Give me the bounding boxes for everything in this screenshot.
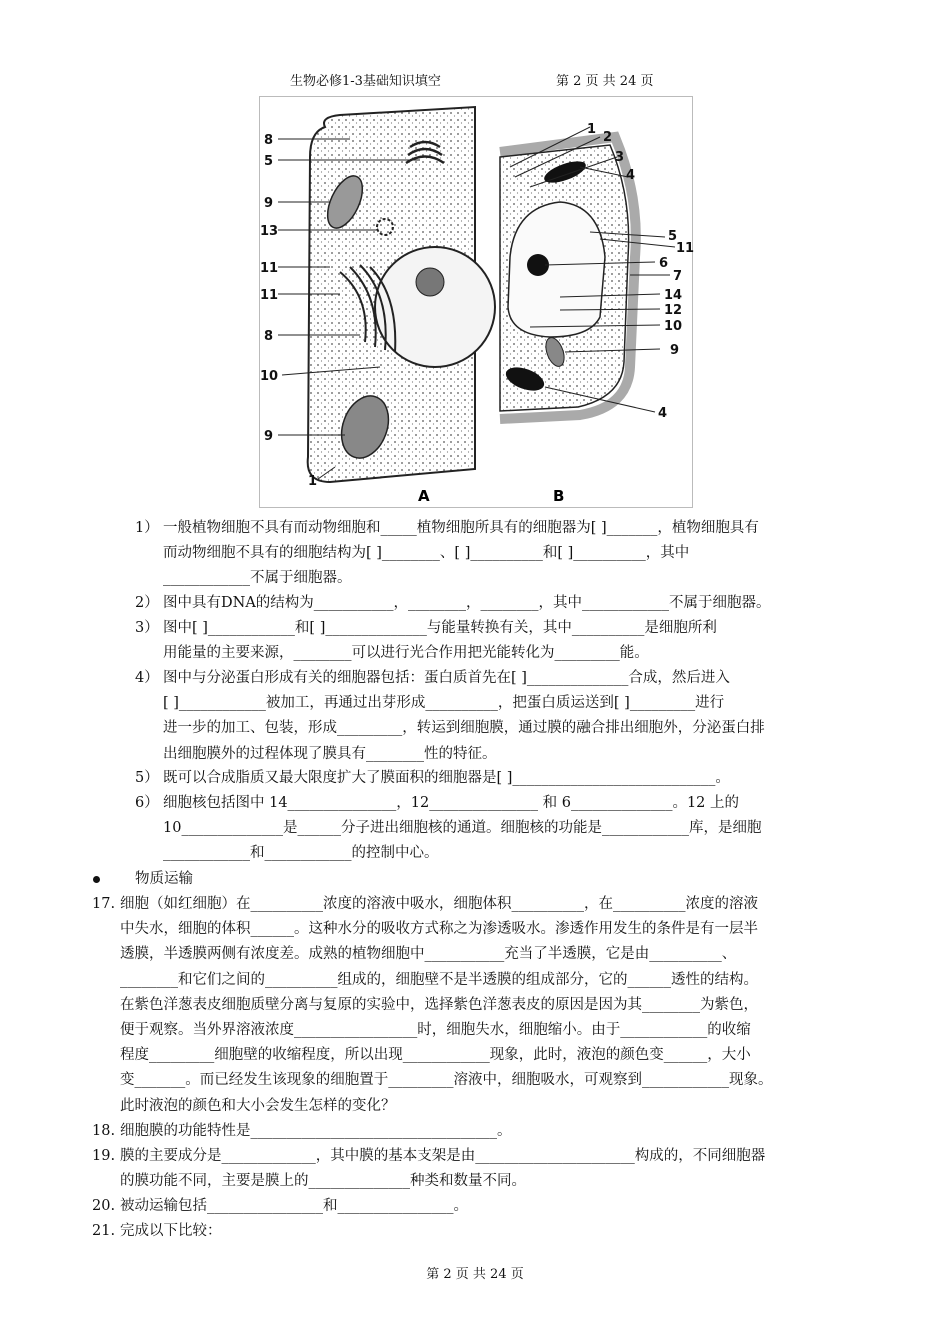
label-b-11: 9 xyxy=(670,343,680,358)
item-number: 21. xyxy=(92,1223,116,1239)
item-line: 便于观察。当外界溶液浓度_________________时，细胞失水，细胞缩小。由于____________的收缩 xyxy=(120,1022,751,1039)
label-a-3: 13 xyxy=(260,224,279,239)
question-number: 4） xyxy=(135,670,159,686)
label-a-0: 8 xyxy=(264,133,274,148)
label-a-1: 5 xyxy=(264,154,274,169)
question-number: 5） xyxy=(135,770,159,786)
item-line: 的膜功能不同，主要是膜上的______________种类和数量不同。 xyxy=(120,1173,526,1190)
label-a-2: 9 xyxy=(264,196,274,211)
question-line: ____________和____________的控制中心。 xyxy=(163,845,439,862)
section-title: 物质运输 xyxy=(135,871,193,887)
caption-a: A xyxy=(418,487,430,505)
label-a-8: 9 xyxy=(264,429,274,444)
header-title: 生物必修1-3基础知识填空 xyxy=(290,74,441,89)
question-line: 图中具有DNA的结构为___________，________，________，其中____________不属于细胞器。 xyxy=(163,595,771,611)
item-line: 此时液泡的颜色和大小会发生怎样的变化？ xyxy=(120,1097,396,1114)
question-line: 出细胞膜外的过程体现了膜具有________性的特征。 xyxy=(163,745,497,762)
item-line: 程度_________细胞壁的收缩程度，所以出现____________现象，此时，液泡的颜色变______，大小 xyxy=(120,1047,751,1064)
question-line: 细胞核包括图中 14_______________，12_______________ 和 6______________。12 上的 xyxy=(163,795,740,811)
item-line: 在紫色洋葱表皮细胞质壁分离与复原的实验中，选择紫色洋葱表皮的原因是因为其________为紫色， xyxy=(120,996,758,1013)
item-line: 被动运输包括________________和________________。 xyxy=(120,1198,468,1214)
question-number: 2） xyxy=(135,595,159,611)
label-b-6: 6 xyxy=(659,256,669,271)
question-line: 用能量的主要来源，________可以进行光合作用把光能转化为_________能。 xyxy=(163,645,649,662)
label-a-5: 11 xyxy=(260,288,279,303)
label-b-9: 12 xyxy=(664,303,683,318)
item-line: ________和它们之间的__________组成的，细胞壁不是半透膜的组成部分，它的______透性的结构。 xyxy=(120,971,758,988)
item-line: 膜的主要成分是_____________，其中膜的基本支架是由______________________构成的，不同细胞器 xyxy=(120,1148,766,1164)
label-a-7: 10 xyxy=(260,369,279,384)
item-line: 细胞膜的功能特性是__________________________________。 xyxy=(120,1123,512,1139)
label-b-3: 4 xyxy=(626,168,636,183)
item-number: 19. xyxy=(92,1148,116,1164)
caption-b: B xyxy=(553,487,565,505)
item-number: 17. xyxy=(92,896,116,912)
label-b-7: 7 xyxy=(673,269,683,284)
question-line: 而动物细胞不具有的细胞结构为[ ]________、[ ]__________和[ ]__________，其中 xyxy=(163,545,690,562)
label-b-4: 5 xyxy=(668,229,678,244)
label-b-10: 10 xyxy=(664,319,683,334)
question-number: 6） xyxy=(135,795,159,811)
label-b-2: 3 xyxy=(615,150,625,165)
label-a-4: 11 xyxy=(260,261,279,276)
label-b-12: 4 xyxy=(658,406,668,421)
plant-vacuole xyxy=(508,202,605,337)
question-line: 图中[ ]____________和[ ]______________与能量转换有关，其中__________是细胞所利 xyxy=(163,620,717,636)
item-number: 20. xyxy=(92,1198,116,1214)
item-line: 细胞（如红细胞）在__________浓度的溶液中吸水，细胞体积__________，在__________浓度的溶液 xyxy=(120,896,758,912)
animal-cell-nucleus xyxy=(375,247,495,367)
question-line: ____________不属于细胞器。 xyxy=(163,570,352,587)
question-line: 进一步的加工、包装，形成_________，转运到细胞膜，通过膜的融合排出细胞外，分泌蛋白排 xyxy=(163,720,765,737)
question-line: 既可以合成脂质又最大限度扩大了膜面积的细胞器是[ ]____________________________。 xyxy=(163,770,730,786)
page-footer: 第 2 页 共 24 页 xyxy=(426,1267,524,1282)
animal-cell-nucleolus xyxy=(416,268,444,296)
question-line: 图中与分泌蛋白形成有关的细胞器包括：蛋白质首先在[ ]______________合成，然后进入 xyxy=(163,670,730,686)
label-b-0: 1 xyxy=(587,122,597,137)
label-a-6: 8 xyxy=(264,329,274,344)
item-number: 18. xyxy=(92,1123,116,1139)
item-line: 变_______。而已经发生该现象的细胞置于_________溶液中，细胞吸水，可观察到____________现象。 xyxy=(120,1072,773,1089)
label-a-9: 1 xyxy=(308,474,318,489)
question-number: 3） xyxy=(135,620,159,636)
item-line: 中失水，细胞的体积______。这种水分的吸收方式称之为渗透吸水。渗透作用发生的条件是有一层半 xyxy=(120,921,758,938)
cell-diagram xyxy=(259,96,693,508)
question-number: 1） xyxy=(135,520,159,536)
question-line: 10______________是______分子进出细胞核的通道。细胞核的功能是____________库，是细胞 xyxy=(163,820,762,837)
label-b-5: 11 xyxy=(676,241,695,256)
question-line: 一般植物细胞不具有而动物细胞和_____植物细胞所具有的细胞器为[ ]_______，植物细胞具有 xyxy=(163,520,759,536)
item-line: 完成以下比较： xyxy=(120,1223,222,1239)
item-line: 透膜，半透膜两侧有浓度差。成熟的植物细胞中___________充当了半透膜，它是由__________、 xyxy=(120,946,737,963)
cell-diagram-svg xyxy=(260,97,695,507)
header-page-number: 第 2 页 共 24 页 xyxy=(556,74,654,89)
label-b-8: 14 xyxy=(664,288,683,303)
bullet-icon xyxy=(93,876,100,883)
label-b-1: 2 xyxy=(603,130,613,145)
question-line: [ ]____________被加工，再通过出芽形成__________，把蛋白质运送到[ ]_________进行 xyxy=(163,695,725,712)
